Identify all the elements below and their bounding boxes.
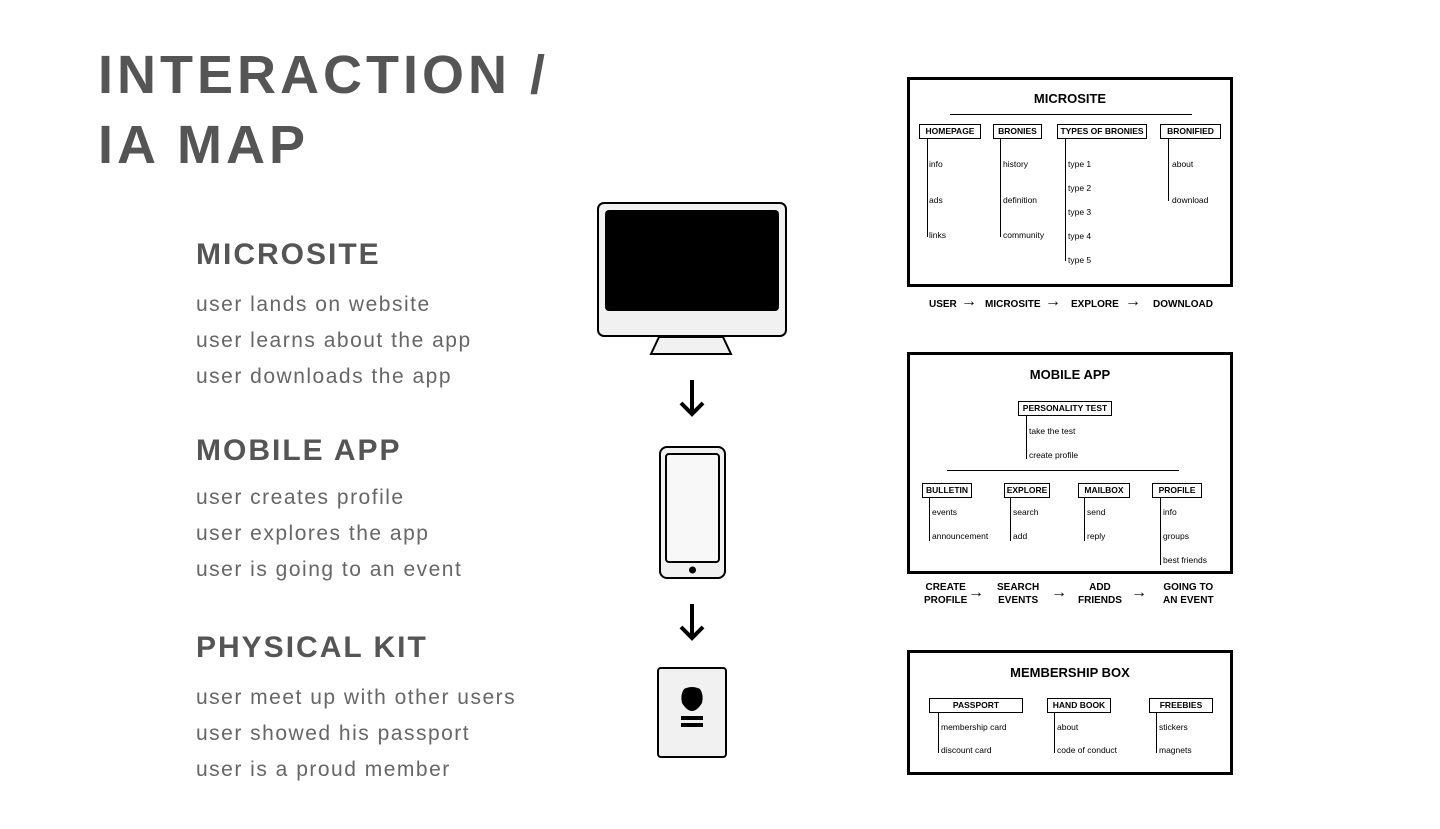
section-lines-physical-kit bbox=[196, 680, 516, 788]
divider-line bbox=[947, 470, 1179, 471]
ia-leaf: send bbox=[1087, 507, 1106, 517]
flow-step-user: USER bbox=[929, 299, 957, 310]
desktop-monitor-icon bbox=[597, 202, 787, 356]
ia-node-hand-book: HAND BOOK bbox=[1047, 698, 1111, 713]
section-line: user is going to an event bbox=[196, 558, 463, 581]
section-heading-mobile-app: MOBILE APP bbox=[196, 434, 402, 467]
ia-node-bronified: BRONIFIED bbox=[1160, 124, 1221, 139]
flow-step-microsite: MICROSITE bbox=[985, 299, 1041, 310]
connector-line bbox=[1168, 139, 1169, 201]
ia-leaf: discount card bbox=[941, 745, 992, 755]
section-lines-microsite bbox=[196, 287, 472, 395]
ia-node-freebies: FREEBIES bbox=[1149, 698, 1213, 713]
ia-leaf: history bbox=[1003, 159, 1029, 169]
flow-step-line: EVENTS bbox=[998, 595, 1039, 606]
flow-step-add-friends bbox=[1078, 581, 1122, 607]
mobile-app-ia-box bbox=[907, 352, 1233, 574]
arrow-right-icon: → bbox=[1045, 293, 1061, 310]
section-line: user lands on website bbox=[196, 293, 431, 316]
ia-leaf: stickers bbox=[1159, 722, 1188, 732]
ia-leaf: about bbox=[1057, 722, 1079, 732]
ia-leaf: type 1 bbox=[1068, 159, 1092, 169]
flow-step-line: GOING TO bbox=[1163, 582, 1214, 593]
arrow-right-icon: → bbox=[1131, 584, 1147, 601]
ia-leaf: events bbox=[932, 507, 958, 517]
ia-leaf: ads bbox=[929, 195, 943, 205]
flow-step-download: DOWNLOAD bbox=[1153, 299, 1213, 310]
connector-line bbox=[1160, 498, 1161, 565]
flow-step-line: PROFILE bbox=[924, 595, 968, 606]
section-line: user explores the app bbox=[196, 522, 430, 545]
arrow-down-icon bbox=[678, 602, 706, 642]
connector-line bbox=[1026, 416, 1027, 459]
ia-leaf: links bbox=[929, 230, 947, 240]
connector-line bbox=[927, 139, 928, 237]
ia-leaf: best friends bbox=[1163, 555, 1207, 565]
connector-line bbox=[1156, 713, 1157, 753]
ia-leaf: magnets bbox=[1159, 745, 1192, 755]
mobile-box-title: MOBILE APP bbox=[1029, 367, 1111, 382]
flow-step-line: ADD bbox=[1089, 582, 1111, 593]
flow-step-line: SEARCH bbox=[997, 582, 1040, 593]
flow-step-search-events bbox=[997, 581, 1039, 607]
ia-node-bulletin: BULLETIN bbox=[922, 483, 972, 498]
ia-leaf: add bbox=[1013, 531, 1028, 541]
ia-leaf: search bbox=[1013, 507, 1039, 517]
section-line: user downloads the app bbox=[196, 365, 452, 388]
ia-node-profile: PROFILE bbox=[1152, 483, 1202, 498]
section-line: user meet up with other users bbox=[196, 686, 517, 709]
ia-node-types-of-bronies: TYPES OF BRONIES bbox=[1057, 124, 1147, 139]
ia-leaf: definition bbox=[1003, 195, 1038, 205]
ia-leaf: membership card bbox=[941, 722, 1007, 732]
connector-line bbox=[1010, 498, 1011, 541]
page-title bbox=[98, 40, 549, 180]
flow-step-line: CREATE bbox=[925, 582, 966, 593]
ia-leaf: type 3 bbox=[1068, 207, 1092, 217]
page-title-line-2: IA MAP bbox=[98, 115, 309, 175]
arrow-right-icon: → bbox=[968, 584, 984, 601]
ia-leaf: announcement bbox=[932, 531, 989, 541]
microsite-ia-box bbox=[907, 77, 1233, 287]
flow-step-create-profile bbox=[924, 581, 967, 607]
arrow-right-icon: → bbox=[1051, 584, 1067, 601]
microsite-box-title: MICROSITE bbox=[1033, 91, 1107, 106]
smartphone-icon bbox=[659, 446, 726, 580]
ia-leaf: type 4 bbox=[1068, 231, 1092, 241]
ia-node-bronies: BRONIES bbox=[993, 124, 1042, 139]
ia-node-explore: EXPLORE bbox=[1004, 483, 1050, 498]
ia-leaf: code of conduct bbox=[1057, 745, 1118, 755]
connector-line bbox=[1065, 139, 1066, 261]
ia-node-homepage: HOMEPAGE bbox=[919, 124, 981, 139]
passport-kit-icon bbox=[657, 667, 727, 758]
ia-leaf: take the test bbox=[1029, 426, 1076, 436]
section-line: user is a proud member bbox=[196, 758, 451, 781]
ia-leaf: download bbox=[1172, 195, 1209, 205]
section-heading-microsite: MICROSITE bbox=[196, 238, 381, 271]
ia-leaf: type 5 bbox=[1068, 255, 1092, 265]
ia-leaf: create profile bbox=[1029, 450, 1079, 460]
ia-leaf: info bbox=[1163, 507, 1177, 517]
ia-leaf: community bbox=[1003, 230, 1045, 240]
divider-line bbox=[950, 114, 1192, 115]
flow-step-line: AN EVENT bbox=[1163, 595, 1214, 606]
connector-line bbox=[1054, 713, 1055, 753]
ia-node-passport: PASSPORT bbox=[929, 698, 1023, 713]
section-lines-mobile-app bbox=[196, 480, 462, 588]
ia-leaf: info bbox=[929, 159, 943, 169]
connector-line bbox=[1084, 498, 1085, 541]
connector-line bbox=[938, 713, 939, 753]
arrow-right-icon: → bbox=[1125, 293, 1141, 310]
ia-leaf: reply bbox=[1087, 531, 1106, 541]
arrow-right-icon: → bbox=[961, 293, 977, 310]
connector-line bbox=[929, 498, 930, 541]
flow-step-explore: EXPLORE bbox=[1071, 299, 1119, 310]
flow-step-line: FRIENDS bbox=[1078, 595, 1122, 606]
membership-box-title: MEMBERSHIP BOX bbox=[1010, 665, 1130, 680]
flow-step-going-to-an-event bbox=[1163, 581, 1214, 607]
ia-node-mailbox: MAILBOX bbox=[1078, 483, 1130, 498]
section-line: user creates profile bbox=[196, 486, 405, 509]
ia-leaf: groups bbox=[1163, 531, 1189, 541]
ia-node-personality-test: PERSONALITY TEST bbox=[1018, 401, 1112, 416]
connector-line bbox=[1000, 139, 1001, 237]
section-line: user learns about the app bbox=[196, 329, 472, 352]
section-heading-physical-kit: PHYSICAL KIT bbox=[196, 631, 428, 664]
page-title-line-1: INTERACTION / bbox=[98, 45, 549, 105]
ia-leaf: about bbox=[1172, 159, 1194, 169]
section-line: user showed his passport bbox=[196, 722, 471, 745]
membership-box-ia-box bbox=[907, 650, 1233, 775]
ia-leaf: type 2 bbox=[1068, 183, 1092, 193]
arrow-down-icon bbox=[678, 378, 706, 418]
